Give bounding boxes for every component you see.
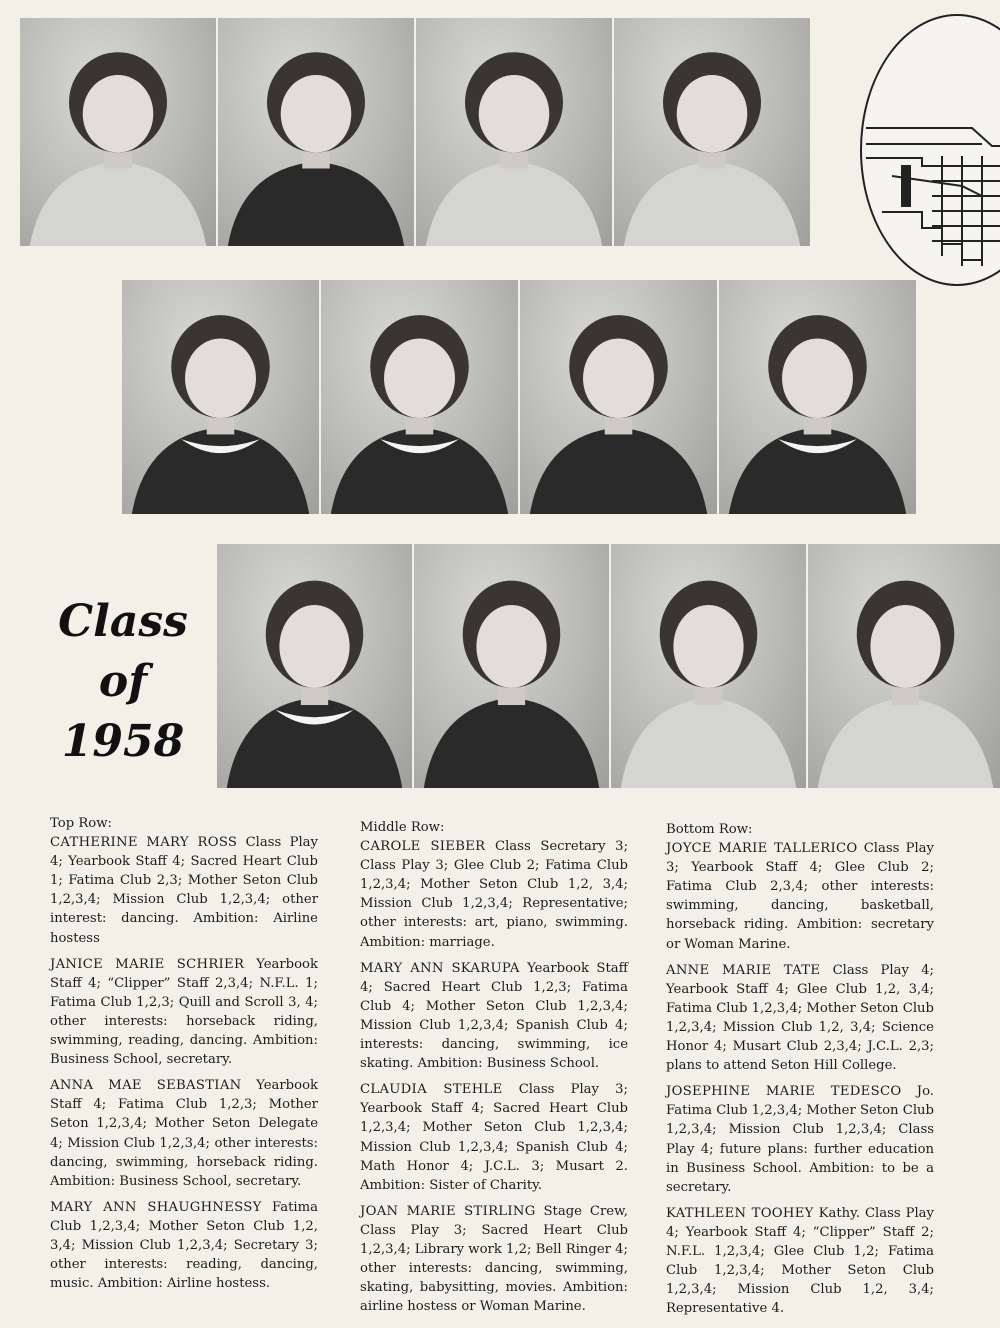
- student-entry: [50, 1198, 318, 1293]
- student-details: Class Play 4; Yearbook Staff 4; Glee Club 1,2, 3,4; Fatima Club 1,2,3,4; Mother Seton Club 1,2,3,4; Mission Club 1,2, 3,4; Science Honor 4; Musart Club 2,3,4; J.C.L. 2,3; plans to attend Seton Hill College.: [666, 962, 934, 1074]
- student-entry: [666, 1082, 934, 1197]
- portrait-silhouette: [416, 18, 612, 246]
- portrait-photo: [122, 280, 319, 514]
- student-name: JOAN MARIE STIRLING: [360, 1203, 536, 1219]
- portrait-silhouette: [614, 18, 810, 246]
- student-details: Yearbook Staff 4; Sacred Heart Club 1,2,3; Fatima Club 4; Mother Seton Club 1,2,3,4; Mission Club 1,2,3,4; Spanish Club 4; interests: dancing, swimming, ice skating. Ambition: Business School.: [360, 960, 628, 1072]
- column-heading: Middle Row:: [360, 820, 445, 835]
- portrait-photo: [416, 18, 612, 246]
- student-name: MARY ANN SKARUPA: [360, 960, 520, 976]
- portrait-silhouette: [218, 18, 414, 246]
- caption-column-top-row: [50, 814, 318, 1300]
- column-heading: Bottom Row:: [666, 822, 753, 837]
- portrait-silhouette: [217, 544, 412, 788]
- portrait-silhouette: [321, 280, 518, 514]
- student-name: MARY ANN SHAUGHNESSY: [50, 1199, 262, 1215]
- portrait-silhouette: [808, 544, 1000, 788]
- column-heading: Top Row:: [50, 816, 112, 831]
- student-details: Kathy. Class Play 4; Yearbook Staff 4; “Clipper” Staff 2; N.F.L. 1,2,3,4; Glee Club 1,2; Fatima Club 1,2,3,4; Mother Seton Club 1,2,3,4; Mission Club 1,2, 3,4; Representative 4.: [666, 1205, 934, 1317]
- portrait-photo: [808, 544, 1000, 788]
- portrait-photo: [218, 18, 414, 246]
- student-entry: [360, 1080, 628, 1195]
- portrait-photo: [217, 544, 412, 788]
- student-entry: [50, 1076, 318, 1191]
- student-details: Class Secretary 3; Class Play 3; Glee Club 2; Fatima Club 1,2,3,4; Mother Seton Club 1,2, 3,4; Mission Club 1,2,3,4; Representative; other interests: art, piano, swimming. Ambition: marriage.: [360, 839, 629, 950]
- title-line: Class: [58, 596, 188, 647]
- portrait-silhouette: [414, 544, 609, 788]
- student-entry: [666, 961, 934, 1076]
- student-entry: [360, 959, 628, 1074]
- portrait-silhouette: [611, 544, 806, 788]
- student-name: JOSEPHINE MARIE TEDESCO: [666, 1084, 902, 1100]
- title-line: of: [98, 656, 148, 707]
- portrait-silhouette: [122, 280, 319, 514]
- bottom-row-portraits: [217, 544, 1000, 788]
- student-details: Yearbook Staff 4; “Clipper” Staff 2,3,4; N.F.L. 1; Fatima Club 1,2,3; Quill and Scroll 3, 4; other interests: horseback riding, swimming, reading, dancing. Ambition: Business School, secretary.: [50, 956, 318, 1068]
- student-name: CAROLE SIEBER: [360, 839, 486, 855]
- portrait-photo: [719, 280, 916, 514]
- student-name: JOYCE MARIE TALLERICO: [666, 841, 858, 857]
- student-entry: [50, 955, 318, 1070]
- student-details: Class Play 4; Yearbook Staff 4; Sacred Heart Club 1; Fatima Club 2,3; Mother Seton Club 1,2,3,4; Mission Club 1,2,3,4; other interest: dancing. Ambition: Airline hostess: [50, 835, 318, 946]
- student-name: KATHLEEN TOOHEY: [666, 1205, 814, 1221]
- portrait-silhouette: [520, 280, 717, 514]
- portrait-silhouette: [20, 18, 216, 246]
- portrait-photo: [414, 544, 609, 788]
- student-entry: [360, 837, 628, 952]
- student-name: ANNA MAE SEBASTIAN: [50, 1078, 242, 1094]
- portrait-photo: [321, 280, 518, 514]
- portrait-photo: [20, 18, 216, 246]
- caption-column-bottom-row: [666, 820, 934, 1325]
- student-details: Fatima Club 1,2,3,4; Mother Seton Club 1,2, 3,4; Mission Club 1,2,3,4; Secretary 3; other interests: reading, dancing, music. Ambition: Airline hostess.: [50, 1199, 318, 1292]
- student-name: ANNE MARIE TATE: [666, 962, 821, 978]
- student-details: Yearbook Staff 4; Fatima Club 1,2,3; Mother Seton 1,2,3,4; Mother Seton Delegate 4; Mission Club 1,2,3,4; other interests: dancing, swimming, horseback riding. Ambition: Business School, secretary.: [50, 1078, 318, 1189]
- portrait-silhouette: [719, 280, 916, 514]
- student-entry: [50, 833, 318, 948]
- student-details: Class Play 3; Yearbook Staff 4; Glee Club 2; Fatima Club 2,3,4; other interests: swimming, dancing, basketball, horseback riding. Ambition: secretary or Woman Marine.: [666, 841, 934, 952]
- portrait-photo: [611, 544, 806, 788]
- student-details: Jo. Fatima Club 1,2,3,4; Mother Seton Club 1,2,3,4; Mission Club 1,2,3,4; Class Play 4; future plans: further education in Business School. Ambition: to be a secretary.: [666, 1084, 934, 1195]
- student-entry: [360, 1202, 628, 1317]
- top-row-portraits: [20, 18, 812, 246]
- middle-row-portraits: [122, 280, 918, 514]
- student-details: Class Play 3; Yearbook Staff 4; Sacred Heart Club 1,2,3,4; Mother Seton Club 1,2,3,4; Mission Club 1,2,3,4; Spanish Club 4; Math Honor 4; J.C.L. 3; Musart 2. Ambition: Sister of Charity.: [360, 1082, 628, 1193]
- student-details: Stage Crew, Class Play 3; Sacred Heart Club 1,2,3,4; Library work 1,2; Bell Ringer 4; other interests: dancing, swimming, skating, babysitting, movies. Ambition: airline hostess or Woman Marine.: [360, 1203, 628, 1315]
- caption-column-middle-row: [360, 818, 628, 1323]
- class-title: [48, 592, 198, 772]
- student-entry: [666, 1204, 934, 1319]
- school-building-drawing: [860, 14, 1000, 286]
- student-name: CLAUDIA STEHLE: [360, 1082, 503, 1098]
- student-name: CATHERINE MARY ROSS: [50, 835, 238, 851]
- portrait-photo: [614, 18, 810, 246]
- title-line: 1958: [61, 716, 185, 767]
- student-entry: [666, 839, 934, 954]
- student-name: JANICE MARIE SCHRIER: [50, 956, 245, 972]
- portrait-photo: [520, 280, 717, 514]
